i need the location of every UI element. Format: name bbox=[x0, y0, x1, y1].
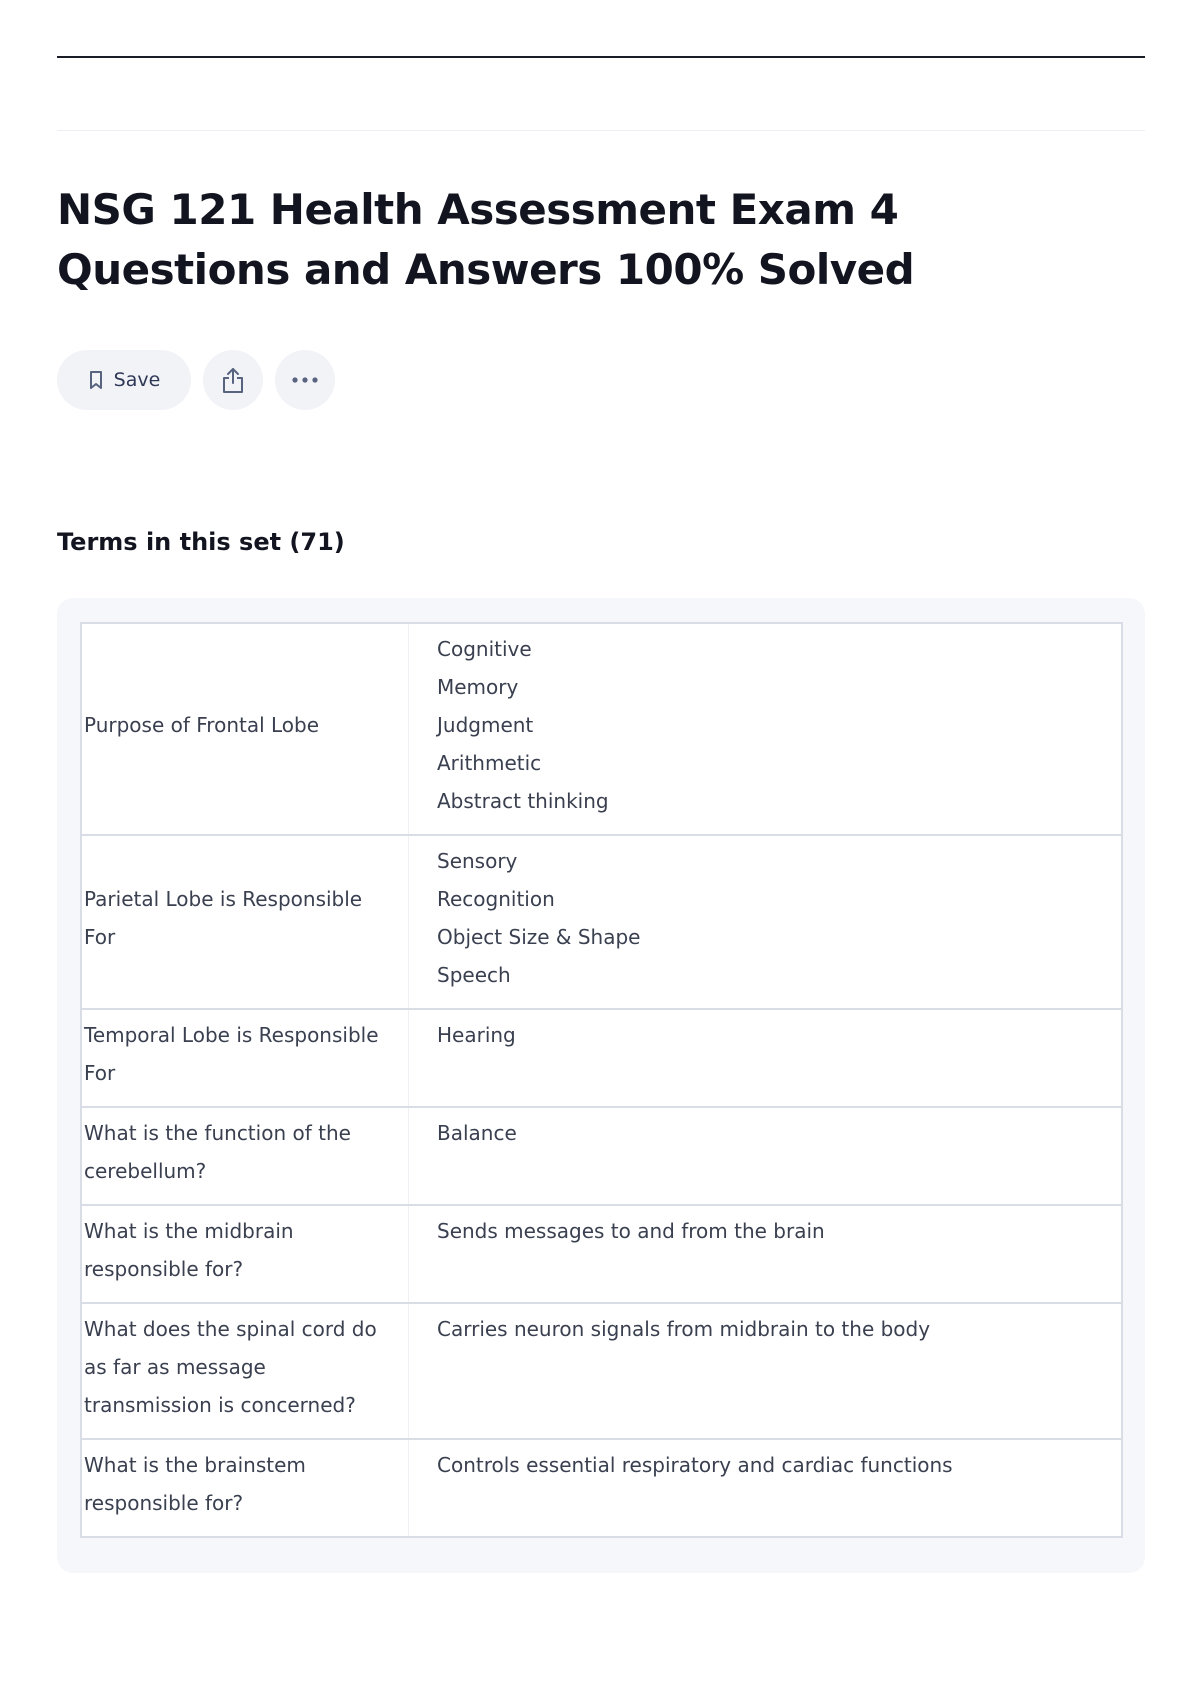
definition-cell bbox=[409, 1205, 1123, 1303]
term-row bbox=[81, 1439, 1122, 1537]
definition-line: Judgment bbox=[437, 713, 534, 737]
term-row bbox=[81, 1205, 1122, 1303]
definition-cell bbox=[409, 835, 1123, 1009]
definition-line: Sensory bbox=[437, 849, 518, 873]
definition-line: Sends messages to and from the brain bbox=[437, 1219, 825, 1243]
save-button[interactable] bbox=[57, 350, 191, 410]
definition-cell bbox=[409, 623, 1123, 835]
term-text: Purpose of Frontal Lobe bbox=[81, 623, 409, 835]
definition-cell bbox=[409, 1107, 1123, 1205]
term-row bbox=[81, 1303, 1122, 1439]
term-text: Temporal Lobe is Responsible For bbox=[81, 1009, 409, 1107]
definition-line: Recognition bbox=[437, 887, 555, 911]
definition-line: Cognitive bbox=[437, 637, 532, 661]
share-button[interactable] bbox=[203, 350, 263, 410]
term-row bbox=[81, 623, 1122, 835]
definition-line: Memory bbox=[437, 675, 519, 699]
term-row bbox=[81, 835, 1122, 1009]
save-button-label: Save bbox=[113, 369, 161, 391]
terms-table bbox=[80, 622, 1123, 1538]
term-row bbox=[81, 1107, 1122, 1205]
share-icon bbox=[220, 366, 246, 394]
term-row bbox=[81, 1009, 1122, 1107]
definition-line: Hearing bbox=[437, 1023, 516, 1047]
definition-line: Arithmetic bbox=[437, 751, 542, 775]
definition-line: Carries neuron signals from midbrain to the body bbox=[437, 1317, 931, 1341]
definition-line: Abstract thinking bbox=[437, 789, 609, 813]
definition-line: Balance bbox=[437, 1121, 517, 1145]
definition-line: Controls essential respiratory and cardiac functions bbox=[437, 1453, 953, 1477]
more-icon bbox=[290, 376, 320, 384]
top-divider bbox=[57, 56, 1145, 58]
action-bar bbox=[57, 350, 335, 410]
bookmark-icon bbox=[88, 370, 104, 390]
term-text: What is the function of the cerebellum? bbox=[81, 1107, 409, 1205]
definition-cell bbox=[409, 1439, 1123, 1537]
terms-heading: Terms in this set (71) bbox=[57, 528, 345, 556]
page-title: NSG 121 Health Assessment Exam 4 Questions and Answers 100% Solved bbox=[57, 185, 915, 294]
term-text: Parietal Lobe is Responsible For bbox=[81, 835, 409, 1009]
term-text: What is the brainstem responsible for? bbox=[81, 1439, 409, 1537]
definition-line: Speech bbox=[437, 963, 511, 987]
definition-cell bbox=[409, 1009, 1123, 1107]
definition-line: Object Size & Shape bbox=[437, 925, 641, 949]
term-text: What is the midbrain responsible for? bbox=[81, 1205, 409, 1303]
definition-cell bbox=[409, 1303, 1123, 1439]
more-button[interactable] bbox=[275, 350, 335, 410]
header-divider bbox=[57, 130, 1145, 131]
term-text: What does the spinal cord do as far as message transmission is concerned? bbox=[81, 1303, 409, 1439]
